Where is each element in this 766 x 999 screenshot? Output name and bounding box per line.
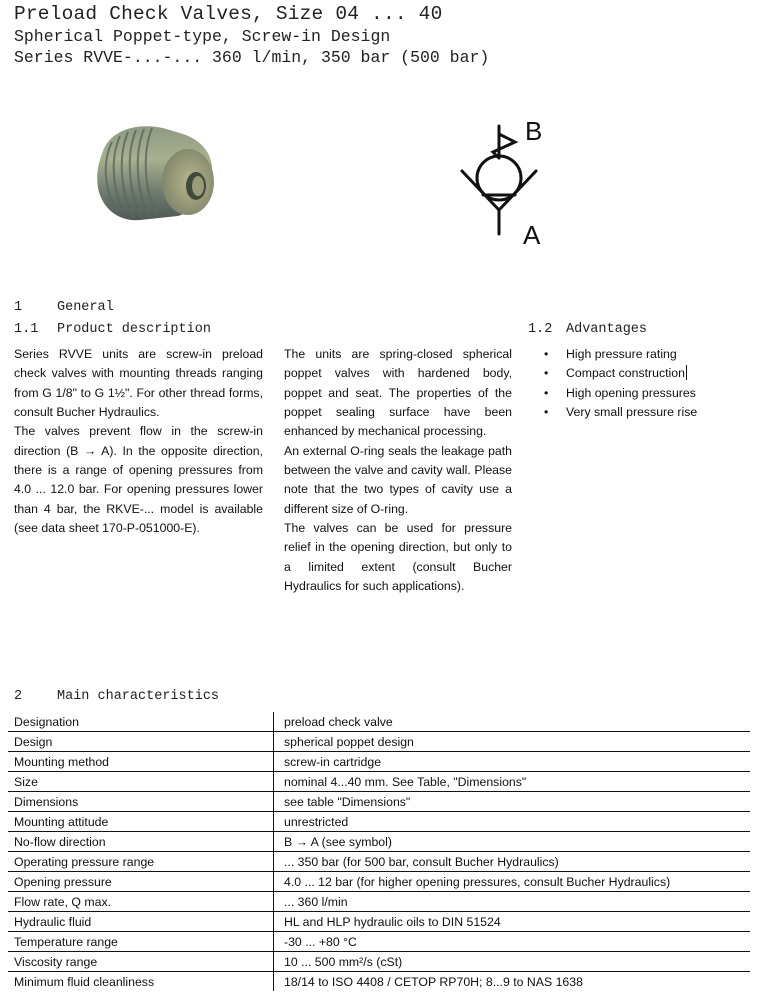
row-value: see table "Dimensions" <box>274 792 751 812</box>
advantages-list <box>544 345 697 422</box>
row-value: screw-in cartridge <box>274 752 751 772</box>
advantage-item <box>544 345 697 364</box>
table-row <box>8 732 750 752</box>
description-paragraph: The valves can be used for pressure relief in the opening direction, but only to a limited extent (consult Bucher Hydraulics for such applications). <box>284 521 512 594</box>
check-valve-symbol-icon <box>455 112 555 252</box>
table-row <box>8 792 750 812</box>
product-description-column-1 <box>14 345 263 538</box>
description-paragraph: An external O-ring seals the leakage path between the valve and cavity wall. Please note that the two types of cavity use a different size of O-ring. <box>284 443 512 516</box>
port-a-label: A <box>523 220 541 250</box>
table-row <box>8 932 750 952</box>
advantage-text: High pressure rating <box>566 347 677 361</box>
section1-number: 1 <box>14 300 23 315</box>
row-label: Dimensions <box>8 792 274 812</box>
bullet-icon: • <box>544 385 549 400</box>
row-value: 10 ... 500 mm²/s (cSt) <box>274 952 751 972</box>
row-label: Designation <box>8 712 274 732</box>
table-row <box>8 832 750 852</box>
row-label: Design <box>8 732 274 752</box>
bullet-icon: • <box>544 347 549 361</box>
row-value: ... 350 bar (for 500 bar, consult Bucher Hydraulics) <box>274 852 751 872</box>
row-value: 4.0 ... 12 bar (for higher opening pressures, consult Bucher Hydraulics) <box>274 872 751 892</box>
section1-title: General <box>57 300 114 315</box>
document-subtitle: Spherical Poppet-type, Screw-in Design <box>14 27 391 46</box>
advantage-text: Very small pressure rise <box>566 404 698 419</box>
advantage-item <box>544 384 697 403</box>
row-value: ... 360 l/min <box>274 892 751 912</box>
row-label: Mounting method <box>8 752 274 772</box>
table-row <box>8 952 750 972</box>
port-b-label: B <box>525 116 543 146</box>
advantage-text: High opening pressures <box>566 385 696 400</box>
document-title: Preload Check Valves, Size 04 ... 40 <box>14 3 443 25</box>
bullet-icon: • <box>544 366 549 381</box>
section1-1-number: 1.1 <box>14 322 39 337</box>
row-label: Mounting attitude <box>8 812 274 832</box>
description-paragraph: The valves prevent flow in the screw-in direction (B → A). In the opposite direction, there is a range of opening pressures from 4.0 ... 12.0 bar. For opening pressures lower than 4 bar, the RKVE-... model is available (see data sheet 170-P-051000-E). <box>14 424 263 536</box>
row-value: spherical poppet design <box>274 732 751 752</box>
table-row <box>8 812 750 832</box>
row-label: No-flow direction <box>8 832 274 852</box>
text-cursor <box>686 365 687 380</box>
row-label: Hydraulic fluid <box>8 912 274 932</box>
section2-number: 2 <box>14 689 23 704</box>
valve-cartridge-photo-icon <box>88 112 228 222</box>
row-label: Temperature range <box>8 932 274 952</box>
table-row <box>8 972 750 992</box>
characteristics-table <box>8 712 750 991</box>
section1-1-title: Product description <box>57 322 211 337</box>
hydraulic-symbol <box>455 112 555 252</box>
table-row <box>8 752 750 772</box>
row-value: HL and HLP hydraulic oils to DIN 51524 <box>274 912 751 932</box>
row-value: preload check valve <box>274 712 751 732</box>
product-photo <box>88 112 228 222</box>
table-row <box>8 712 750 732</box>
row-value: nominal 4...40 mm. See Table, "Dimensions" <box>274 772 751 792</box>
table-row <box>8 772 750 792</box>
row-label: Size <box>8 772 274 792</box>
advantage-item <box>544 403 697 422</box>
row-label: Minimum fluid cleanliness <box>14 974 155 989</box>
product-description-column-2 <box>284 345 512 596</box>
section2-title: Main characteristics <box>57 689 220 704</box>
table-row <box>8 912 750 932</box>
description-paragraph: Series RVVE units are screw-in preload check valves with mounting threads ranging from G 1/8" to G 1½". For other thread forms, consult Bucher Hydraulics. <box>14 347 263 420</box>
row-value: B → A (see symbol) <box>274 832 751 852</box>
row-value: unrestricted <box>274 812 751 832</box>
row-value: -30 ... +80 °C <box>274 932 751 952</box>
table-row <box>8 892 750 912</box>
table-row <box>8 852 750 872</box>
row-label: Operating pressure range <box>8 852 274 872</box>
row-value: 18/14 to ISO 4408 / CETOP RP70H; 8...9 to NAS 1638 <box>274 972 751 992</box>
row-label: Viscosity range <box>8 952 274 972</box>
description-paragraph: The units are spring-closed spherical poppet valves with hardened body, poppet and seat. The properties of the poppet sealing surface have been enhanced by mechanical processing. <box>284 347 512 439</box>
advantage-item <box>544 364 697 383</box>
section1-2-number: 1.2 <box>528 322 553 337</box>
advantage-text: Compact construction <box>566 366 685 381</box>
series-line: Series RVVE-...-... 360 l/min, 350 bar (500 bar) <box>14 48 490 67</box>
bullet-icon: • <box>544 404 549 419</box>
section1-2-title: Advantages <box>566 322 648 337</box>
row-label: Flow rate, Q max. <box>8 892 274 912</box>
row-label: Opening pressure <box>8 872 274 892</box>
table-row <box>8 872 750 892</box>
